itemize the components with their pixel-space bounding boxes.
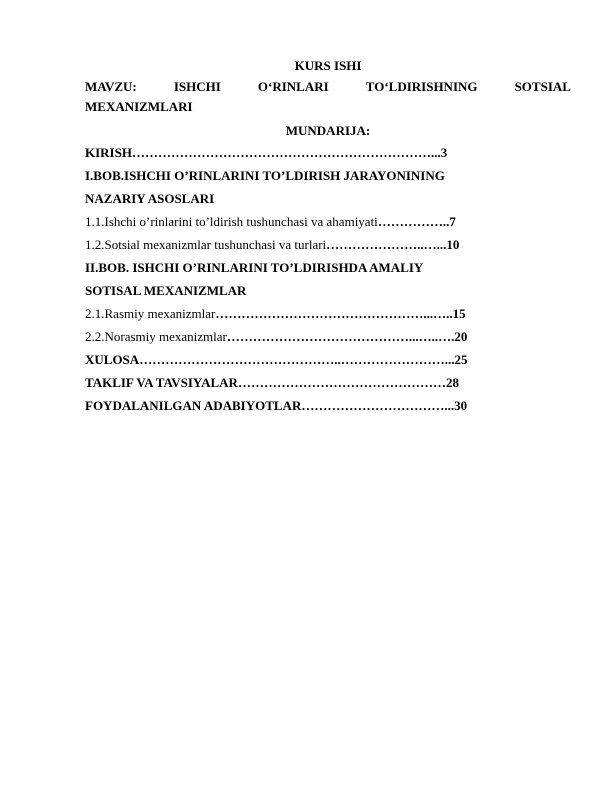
topic-line-2: MEXANIZMLARI xyxy=(85,99,193,114)
toc-page-number: 28 xyxy=(445,375,459,390)
toc-page-number: 7 xyxy=(449,214,456,229)
toc-entry xyxy=(85,283,491,299)
toc-entry-title: TAKLIF VA TAVSIYALAR xyxy=(85,375,238,390)
toc-dot-leader: ………………………………………..……………………... xyxy=(139,352,455,367)
toc-page-number: 25 xyxy=(454,352,468,367)
toc-entry-title: XULOSA xyxy=(85,352,140,367)
toc-page-number: 15 xyxy=(452,306,466,321)
toc-dot-leader: ……………………………………………………………... xyxy=(131,145,441,160)
toc-entry-title: I.BOB.ISHCHI O’RINLARINI TO’LDIRISH JARAYONINING xyxy=(85,168,445,183)
toc-entry-title: FOYDALANILGAN ADABIYOTLAR xyxy=(85,398,302,413)
toc-entry-title: KIRISH xyxy=(85,145,132,160)
topic-line-1 xyxy=(85,77,571,97)
table-of-contents xyxy=(85,145,491,414)
toc-dot-leader: ……………………………... xyxy=(301,398,455,413)
toc-page-number: 20 xyxy=(454,329,468,344)
toc-entry xyxy=(85,352,491,368)
toc-dot-leader: …………………..…... xyxy=(326,237,447,252)
topic-word: MAVZU: xyxy=(85,79,137,94)
toc-page-number: 3 xyxy=(440,145,448,160)
toc-entry-title: 2.2.Norasmiy mexanizmlar xyxy=(85,329,227,344)
topic-word: O‘RINLARI xyxy=(257,79,329,94)
toc-dot-leader: ……………………………………...…..…. xyxy=(226,329,455,344)
toc-entry xyxy=(85,398,491,414)
toc-entry-title: SOTISAL MEXANIZMLAR xyxy=(85,283,247,298)
toc-entry xyxy=(85,214,491,230)
toc-dot-leader: …………….. xyxy=(377,214,450,229)
toc-dot-leader: …………………………………………...….. xyxy=(215,306,453,321)
toc-page-number: 30 xyxy=(454,398,468,413)
toc-entry-title: II.BOB. ISHCHI O’RINLARINI TO’LDIRISHDA AMALIY xyxy=(85,260,424,275)
toc-page-number: 10 xyxy=(446,237,460,252)
topic-word: SOTSIAL xyxy=(514,79,571,94)
contents-heading: MUNDARIJA: xyxy=(285,123,371,138)
toc-entry xyxy=(85,168,491,184)
topic-block xyxy=(85,77,571,117)
toc-entry xyxy=(85,260,491,276)
toc-dot-leader: ………………………………………… xyxy=(237,375,446,390)
toc-entry xyxy=(85,191,491,207)
document-title: KURS ISHI xyxy=(294,58,362,73)
toc-entry xyxy=(85,306,491,322)
topic-word: TO‘LDIRISHNING xyxy=(365,79,478,94)
toc-entry-title: 1.1.Ishchi o’rinlarini to’ldirish tushunchasi va ahamiyati xyxy=(85,214,378,229)
toc-entry xyxy=(85,329,491,345)
toc-entry-title: 2.1.Rasmiy mexanizmlar xyxy=(85,306,216,321)
toc-entry xyxy=(85,237,491,253)
document-page xyxy=(85,58,571,421)
topic-word: ISHCHI xyxy=(173,79,221,94)
toc-entry xyxy=(85,145,491,161)
toc-entry-title: 1.2.Sotsial mexanizmlar tushunchasi va turlari xyxy=(85,237,327,252)
toc-entry-title: NAZARIY ASOSLARI xyxy=(85,191,215,206)
toc-entry xyxy=(85,375,491,391)
